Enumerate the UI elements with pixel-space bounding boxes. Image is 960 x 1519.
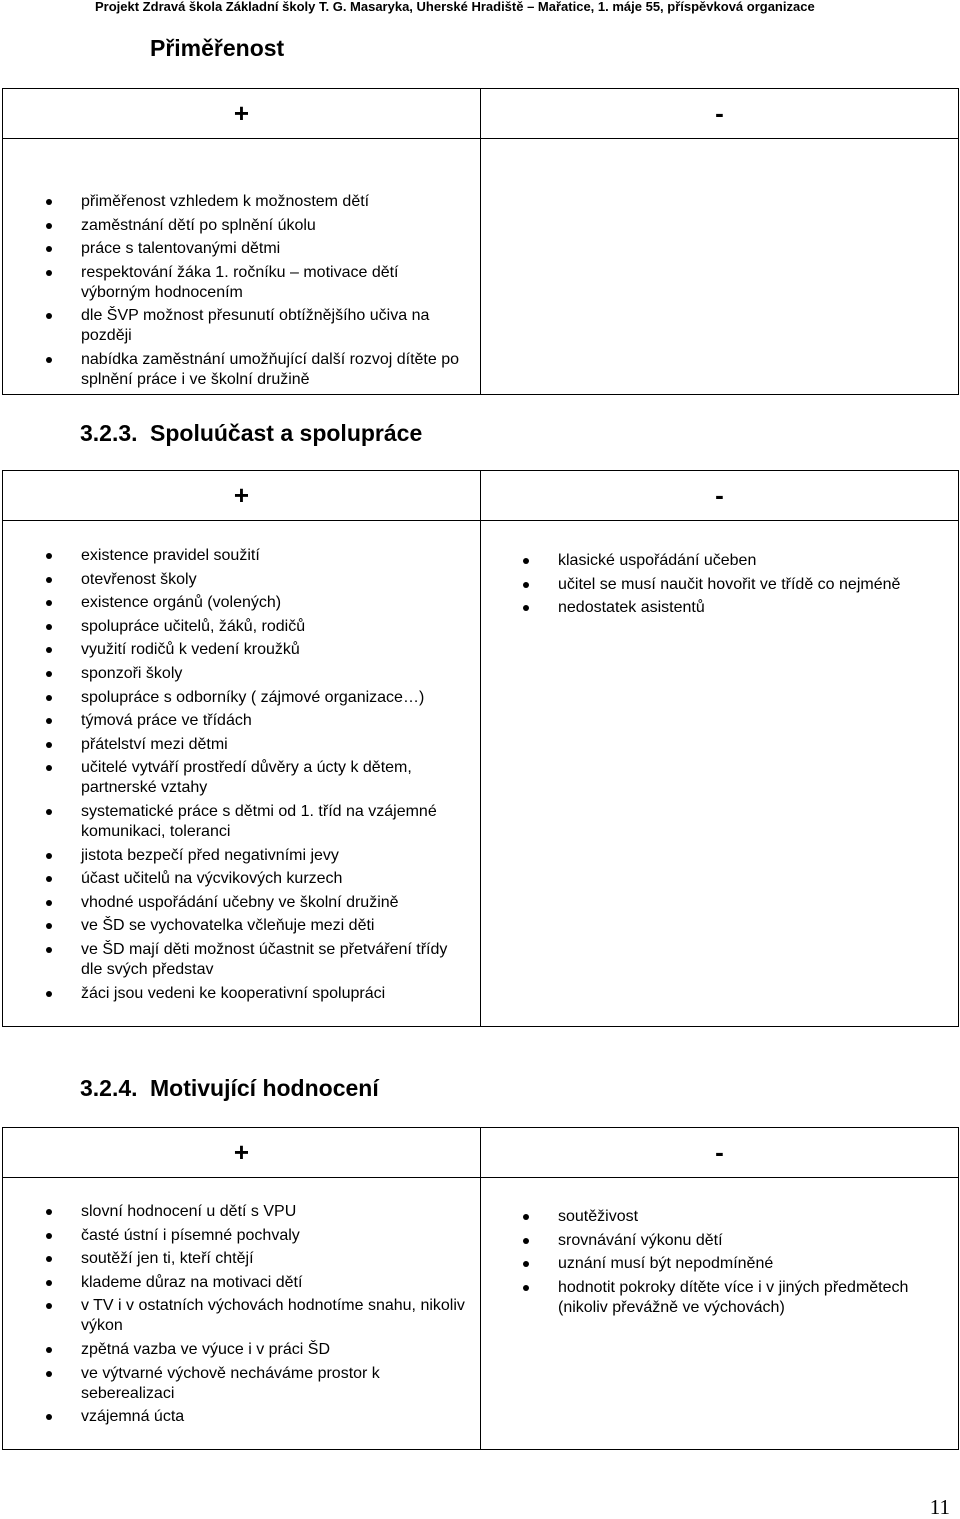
list-item: spolupráce s odborníky ( zájmové organizace…) bbox=[3, 688, 480, 708]
table-spoluucast bbox=[2, 470, 959, 1027]
list-item: ve ŠD mají děti možnost účastnit se přetváření třídy dle svých představ bbox=[3, 940, 480, 980]
list-item: respektování žáka 1. ročníku – motivace dětí výborným hodnocením bbox=[3, 263, 480, 303]
list-item: srovnávání výkonu dětí bbox=[481, 1231, 958, 1251]
plus-header: + bbox=[3, 89, 481, 139]
list-item: existence pravidel soužití bbox=[3, 546, 480, 566]
list-item: dle ŠVP možnost přesunutí obtížnějšího učiva na později bbox=[3, 306, 480, 346]
list-item: klademe důraz na motivaci dětí bbox=[3, 1273, 480, 1293]
list-item: žáci jsou vedeni ke kooperativní spolupráci bbox=[3, 984, 480, 1004]
minus-header: - bbox=[481, 1128, 959, 1178]
list-item: vhodné uspořádání učebny ve školní družině bbox=[3, 893, 480, 913]
plus-cell bbox=[3, 1178, 481, 1450]
plus-cell bbox=[3, 521, 481, 1027]
list-item: slovní hodnocení u dětí s VPU bbox=[3, 1202, 480, 1222]
list-item: práce s talentovanými dětmi bbox=[3, 239, 480, 259]
list-item: klasické uspořádání učeben bbox=[481, 551, 958, 571]
list-item: učitelé vytváří prostředí důvěry a úcty k dětem, partnerské vztahy bbox=[3, 758, 480, 798]
list-item: nedostatek asistentů bbox=[481, 598, 958, 618]
section-heading-motivujici bbox=[80, 1074, 379, 1102]
list-item: vzájemná úcta bbox=[3, 1407, 480, 1427]
section-title-primerenost: Přiměřenost bbox=[150, 35, 285, 61]
list-item: soutěživost bbox=[481, 1207, 958, 1227]
list-item: nabídka zaměstnání umožňující další rozvoj dítěte po splnění práce i ve školní družině bbox=[3, 350, 480, 390]
list-item: soutěží jen ti, kteří chtějí bbox=[3, 1249, 480, 1269]
list-item: zaměstnání dětí po splnění úkolu bbox=[3, 216, 480, 236]
table-motivujici bbox=[2, 1127, 959, 1450]
list-item: přiměřenost vzhledem k možnostem dětí bbox=[3, 192, 480, 212]
section-number: 3.2.4. bbox=[80, 1075, 138, 1101]
section-number: 3.2.3. bbox=[80, 420, 138, 446]
plus-header: + bbox=[3, 471, 481, 521]
table-primerenost bbox=[2, 88, 959, 395]
minus-cell bbox=[481, 521, 959, 1027]
minus-cell bbox=[481, 1178, 959, 1450]
minus-list bbox=[481, 1207, 958, 1318]
list-item: existence orgánů (volených) bbox=[3, 593, 480, 613]
plus-header: + bbox=[3, 1128, 481, 1178]
list-item: učitel se musí naučit hovořit ve třídě co nejméně bbox=[481, 575, 958, 595]
list-item: v TV i v ostatních výchovách hodnotíme snahu, nikoliv výkon bbox=[3, 1296, 480, 1336]
list-item: hodnotit pokroky dítěte více i v jiných předmětech (nikoliv převážně ve výchovách) bbox=[481, 1278, 958, 1318]
minus-header: - bbox=[481, 89, 959, 139]
minus-cell bbox=[481, 139, 959, 395]
plus-cell bbox=[3, 139, 481, 395]
minus-header: - bbox=[481, 471, 959, 521]
section-title: Spoluúčast a spolupráce bbox=[150, 420, 423, 446]
list-item: spolupráce učitelů, žáků, rodičů bbox=[3, 617, 480, 637]
page-number: 11 bbox=[929, 1495, 950, 1519]
list-item: přátelství mezi dětmi bbox=[3, 735, 480, 755]
minus-list bbox=[481, 551, 958, 618]
list-item: účast učitelů na výcvikových kurzech bbox=[3, 869, 480, 889]
list-item: jistota bezpečí před negativními jevy bbox=[3, 846, 480, 866]
list-item: otevřenost školy bbox=[3, 570, 480, 590]
page-header: Projekt Zdravá škola Základní školy T. G. Masaryka, Uherské Hradiště – Mařatice, 1. máje 55, příspěvková organizace bbox=[95, 0, 815, 14]
plus-list bbox=[3, 546, 480, 1004]
list-item: týmová práce ve třídách bbox=[3, 711, 480, 731]
list-item: systematické práce s dětmi od 1. tříd na vzájemné komunikaci, toleranci bbox=[3, 802, 480, 842]
list-item: ve ŠD se vychovatelka včleňuje mezi děti bbox=[3, 916, 480, 936]
section-heading-spoluucast bbox=[80, 419, 422, 447]
section-title: Motivující hodnocení bbox=[150, 1075, 379, 1101]
plus-list bbox=[3, 192, 480, 390]
list-item: využití rodičů k vedení kroužků bbox=[3, 640, 480, 660]
list-item: sponzoři školy bbox=[3, 664, 480, 684]
plus-list bbox=[3, 1202, 480, 1427]
list-item: ve výtvarné výchově necháváme prostor k seberealizaci bbox=[3, 1364, 480, 1404]
list-item: časté ústní i písemné pochvaly bbox=[3, 1226, 480, 1246]
list-item: zpětná vazba ve výuce i v práci ŠD bbox=[3, 1340, 480, 1360]
list-item: uznání musí být nepodmíněné bbox=[481, 1254, 958, 1274]
